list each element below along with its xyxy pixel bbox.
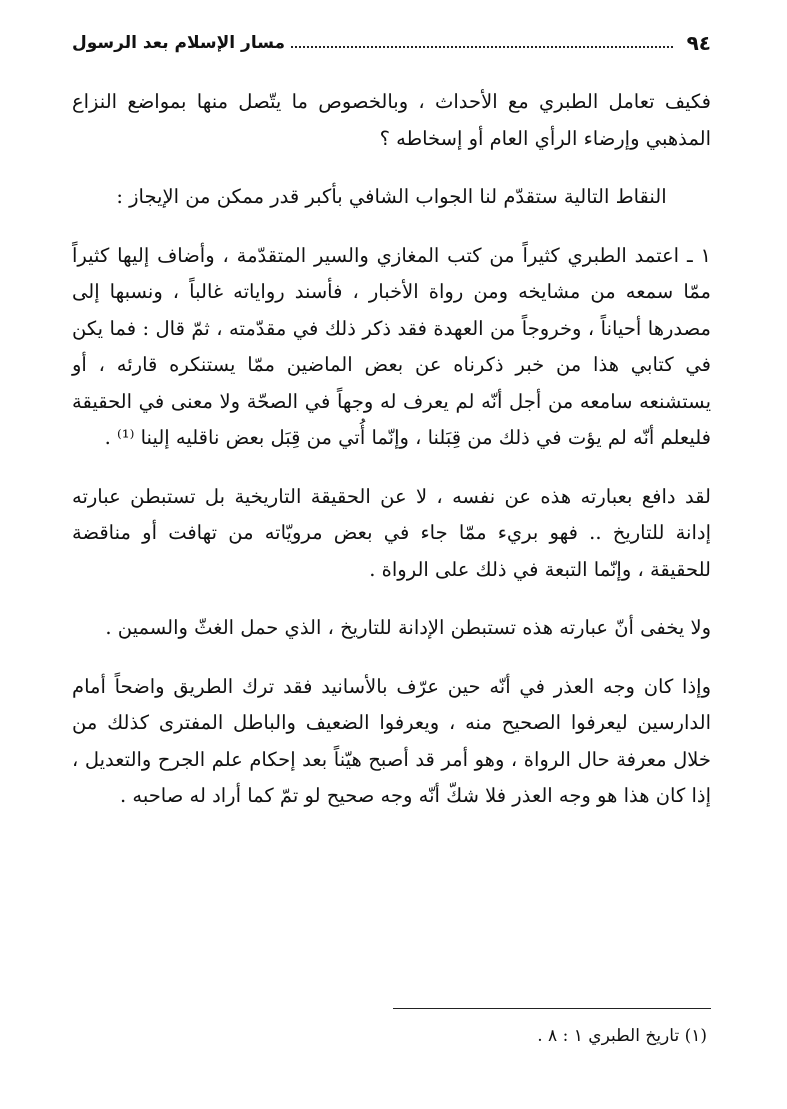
page-number: ٩٤ <box>686 31 711 55</box>
running-header <box>72 28 711 58</box>
paragraph-question: فكيف تعامل الطبري مع الأحداث ، وبالخصوص ما يتّصل منها بمواضع النزاع المذهبي وإرضاء الرأي العام أو إسخاطه ؟ <box>72 90 711 150</box>
paragraph-intro: النقاط التالية ستقدّم لنا الجواب الشافي بأكبر قدر ممكن من الإيجاز : <box>116 185 667 208</box>
paragraph-implication: ولا يخفى أنّ عبارته هذه تستبطن الإدانة للتاريخ ، الذي حمل الغثّ والسمين . <box>105 616 711 639</box>
footnote: (١) تاريخ الطبري ١ : ٨ . <box>537 1026 707 1046</box>
running-title: مسار الإسلام بعد الرسول <box>72 33 286 53</box>
paragraph-defense: لقد دافع بعبارته هذه عن نفسه ، لا عن الحقيقة التاريخية بل تستبطن عبارته إدانة للتاريخ .. فهو بريء ممّا جاء في بعض مرويّاته من تهافت أو مناقضة للحقيقة ، وإنّما التبعة في ذلك على الرواة . <box>72 484 711 581</box>
footnote-divider <box>393 1008 711 1009</box>
body-text <box>72 84 711 837</box>
paragraph-excuse: وإذا كان وجه العذر في أنّه حين عرّف بالأسانيد فقد ترك الطريق واضحاً أمام الدارسين ليعرفوا الصحيح منه ، ويعرفوا الضعيف والباطل المفترى كذلك من خلال معرفة حال الرواة ، وهو أمر قد أصبح هيّناً بعد إحكام علم الجرح والتعديل ، إذا كان هذا هو وجه العذر فلا شكّ أنّه وجه صحيح لو تمّ كما أراد له صاحبه . <box>72 674 711 807</box>
paragraph-point-one: ١ ـ اعتمد الطبري كثيراً من كتب المغازي والسير المتقدّمة ، وأضاف إليها كثيراً ممّا سمعه من مشايخه ومن رواة الأخبار ، فأسند رواياته غالباً ، ونسبها إلى مصدرها أحياناً ، وخروجاً من العهدة فقد ذكر ذلك في مقدّمته ، ثمّ قال : فما يكن في كتابي هذا من خبر ذكرناه عن بعض الماضين ممّا يستنكره قارئه ، أو يستشنعه سامعه من أجل أنّه لم يعرف له وجهاً في الصحّة ولا معنى في الحقيقة فليعلم أنّه لم يؤت في ذلك من قِبَلنا ، وإنّما أُتي من قِبَل بعض ناقليه إلينا ⁽¹⁾ . <box>72 243 711 449</box>
header-dot-leader <box>291 46 673 48</box>
